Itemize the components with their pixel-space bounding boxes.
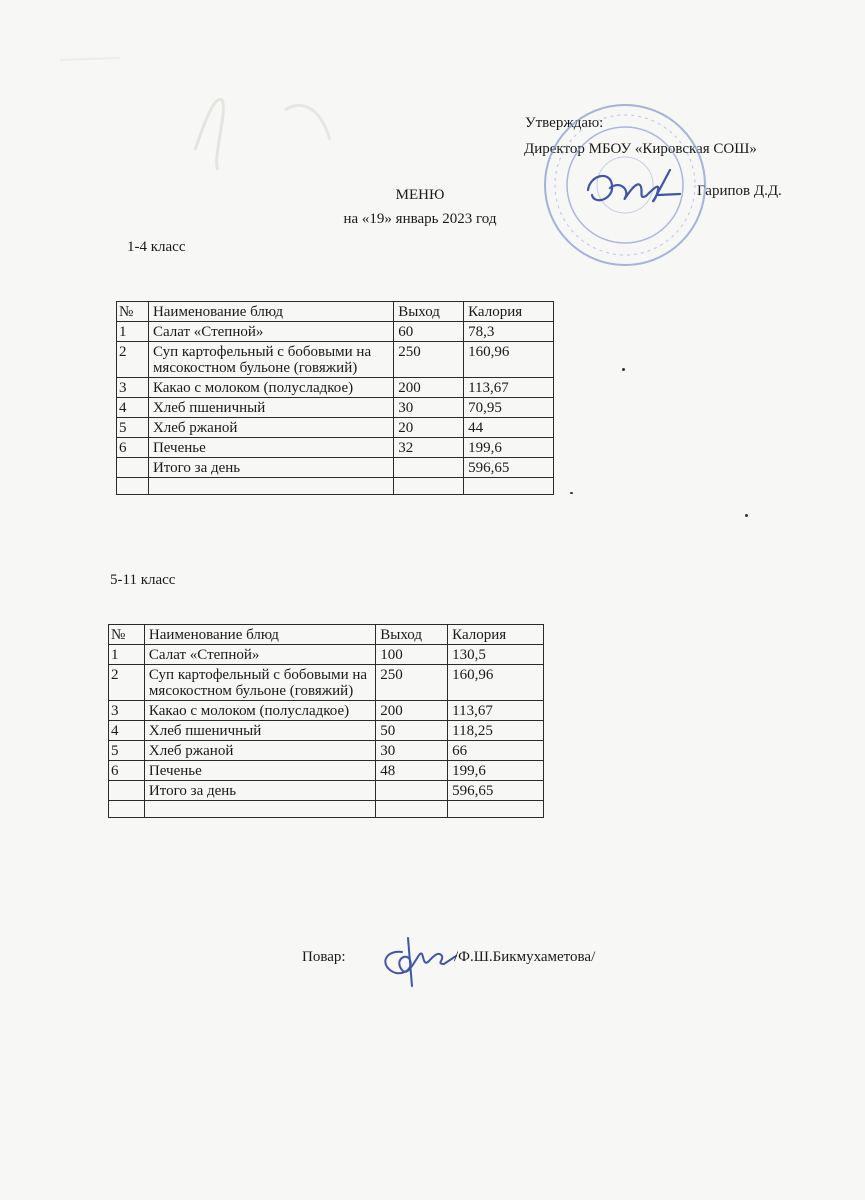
table-row bbox=[109, 665, 544, 701]
col-portion-header: Выход bbox=[394, 302, 464, 322]
row-dish: Суп картофельный с бобовыми на мясокостном бульоне (говяжий) bbox=[148, 342, 393, 378]
speck bbox=[745, 514, 748, 517]
speck bbox=[570, 492, 573, 494]
row-num: 2 bbox=[117, 342, 149, 378]
total-label: Итого за день bbox=[148, 458, 393, 478]
table-header-row bbox=[109, 625, 544, 645]
total-num-cell bbox=[109, 781, 145, 801]
row-num: 1 bbox=[117, 322, 149, 342]
row-calories: 118,25 bbox=[448, 721, 544, 741]
director-line: Директор МБОУ «Кировская СОШ» bbox=[524, 141, 757, 157]
row-dish: Хлеб ржаной bbox=[148, 418, 393, 438]
col-calories-header: Калория bbox=[448, 625, 544, 645]
row-portion: 50 bbox=[376, 721, 448, 741]
row-portion: 250 bbox=[394, 342, 464, 378]
row-calories: 160,96 bbox=[464, 342, 554, 378]
row-portion: 20 bbox=[394, 418, 464, 438]
empty-row bbox=[109, 801, 544, 818]
table-row bbox=[117, 378, 554, 398]
row-dish: Хлеб ржаной bbox=[144, 741, 375, 761]
row-calories: 130,5 bbox=[448, 645, 544, 665]
row-portion: 60 bbox=[394, 322, 464, 342]
empty-cell bbox=[117, 478, 149, 495]
row-calories: 78,3 bbox=[464, 322, 554, 342]
row-num: 4 bbox=[117, 398, 149, 418]
row-portion: 32 bbox=[394, 438, 464, 458]
menu-table-5-11 bbox=[108, 624, 544, 818]
menu-heading: МЕНЮ bbox=[395, 187, 445, 203]
row-calories: 66 bbox=[448, 741, 544, 761]
table-row bbox=[117, 398, 554, 418]
col-calories-header: Калория bbox=[464, 302, 554, 322]
row-num: 3 bbox=[117, 378, 149, 398]
row-num: 5 bbox=[117, 418, 149, 438]
col-num-header: № bbox=[117, 302, 149, 322]
row-portion: 200 bbox=[394, 378, 464, 398]
col-portion-header: Выход bbox=[376, 625, 448, 645]
total-row bbox=[117, 458, 554, 478]
row-dish: Печенье bbox=[148, 438, 393, 458]
total-label: Итого за день bbox=[144, 781, 375, 801]
table-row bbox=[109, 761, 544, 781]
total-portion-cell bbox=[376, 781, 448, 801]
row-num: 6 bbox=[109, 761, 145, 781]
empty-cell bbox=[109, 801, 145, 818]
total-portion-cell bbox=[394, 458, 464, 478]
total-row bbox=[109, 781, 544, 801]
table-row bbox=[117, 342, 554, 378]
row-dish: Салат «Степной» bbox=[148, 322, 393, 342]
col-name-header: Наименование блюд bbox=[148, 302, 393, 322]
row-dish: Печенье bbox=[144, 761, 375, 781]
row-num: 1 bbox=[109, 645, 145, 665]
total-num-cell bbox=[117, 458, 149, 478]
grade-label-5-11: 5-11 класс bbox=[110, 572, 176, 588]
row-dish: Хлеб пшеничный bbox=[148, 398, 393, 418]
row-dish: Какао с молоком (полусладкое) bbox=[144, 701, 375, 721]
total-value: 596,65 bbox=[464, 458, 554, 478]
row-num: 5 bbox=[109, 741, 145, 761]
speck bbox=[622, 368, 625, 371]
row-num: 4 bbox=[109, 721, 145, 741]
cook-name: /Ф.Ш.Бикмухаметова/ bbox=[454, 949, 596, 965]
empty-cell bbox=[144, 801, 375, 818]
col-num-header: № bbox=[109, 625, 145, 645]
cook-signature-icon bbox=[372, 930, 462, 990]
row-portion: 200 bbox=[376, 701, 448, 721]
row-portion: 30 bbox=[394, 398, 464, 418]
row-calories: 44 bbox=[464, 418, 554, 438]
menu-date: на «19» январь 2023 год bbox=[343, 211, 497, 227]
col-name-header: Наименование блюд bbox=[144, 625, 375, 645]
row-calories: 160,96 bbox=[448, 665, 544, 701]
row-portion: 100 bbox=[376, 645, 448, 665]
table-row bbox=[109, 645, 544, 665]
approve-word: Утверждаю: bbox=[525, 115, 604, 131]
table-row bbox=[109, 741, 544, 761]
row-dish: Какао с молоком (полусладкое) bbox=[148, 378, 393, 398]
row-dish: Салат «Степной» bbox=[144, 645, 375, 665]
table-row bbox=[109, 721, 544, 741]
cook-label: Повар: bbox=[302, 949, 346, 965]
row-portion: 30 bbox=[376, 741, 448, 761]
table-row bbox=[117, 438, 554, 458]
row-dish: Суп картофельный с бобовыми на мясокостном бульоне (говяжий) bbox=[144, 665, 375, 701]
empty-row bbox=[117, 478, 554, 495]
row-calories: 113,67 bbox=[448, 701, 544, 721]
row-calories: 199,6 bbox=[448, 761, 544, 781]
row-dish: Хлеб пшеничный bbox=[144, 721, 375, 741]
table-row bbox=[109, 701, 544, 721]
empty-cell bbox=[448, 801, 544, 818]
menu-table-1-4 bbox=[116, 301, 554, 495]
row-calories: 70,95 bbox=[464, 398, 554, 418]
row-portion: 48 bbox=[376, 761, 448, 781]
empty-cell bbox=[464, 478, 554, 495]
table-row bbox=[117, 322, 554, 342]
row-num: 2 bbox=[109, 665, 145, 701]
director-name: Гарипов Д.Д. bbox=[697, 183, 782, 199]
empty-cell bbox=[376, 801, 448, 818]
table-header-row bbox=[117, 302, 554, 322]
grade-label-1-4: 1-4 класс bbox=[127, 239, 186, 255]
row-calories: 199,6 bbox=[464, 438, 554, 458]
row-portion: 250 bbox=[376, 665, 448, 701]
empty-cell bbox=[148, 478, 393, 495]
row-calories: 113,67 bbox=[464, 378, 554, 398]
total-value: 596,65 bbox=[448, 781, 544, 801]
empty-cell bbox=[394, 478, 464, 495]
row-num: 3 bbox=[109, 701, 145, 721]
row-num: 6 bbox=[117, 438, 149, 458]
table-row bbox=[117, 418, 554, 438]
